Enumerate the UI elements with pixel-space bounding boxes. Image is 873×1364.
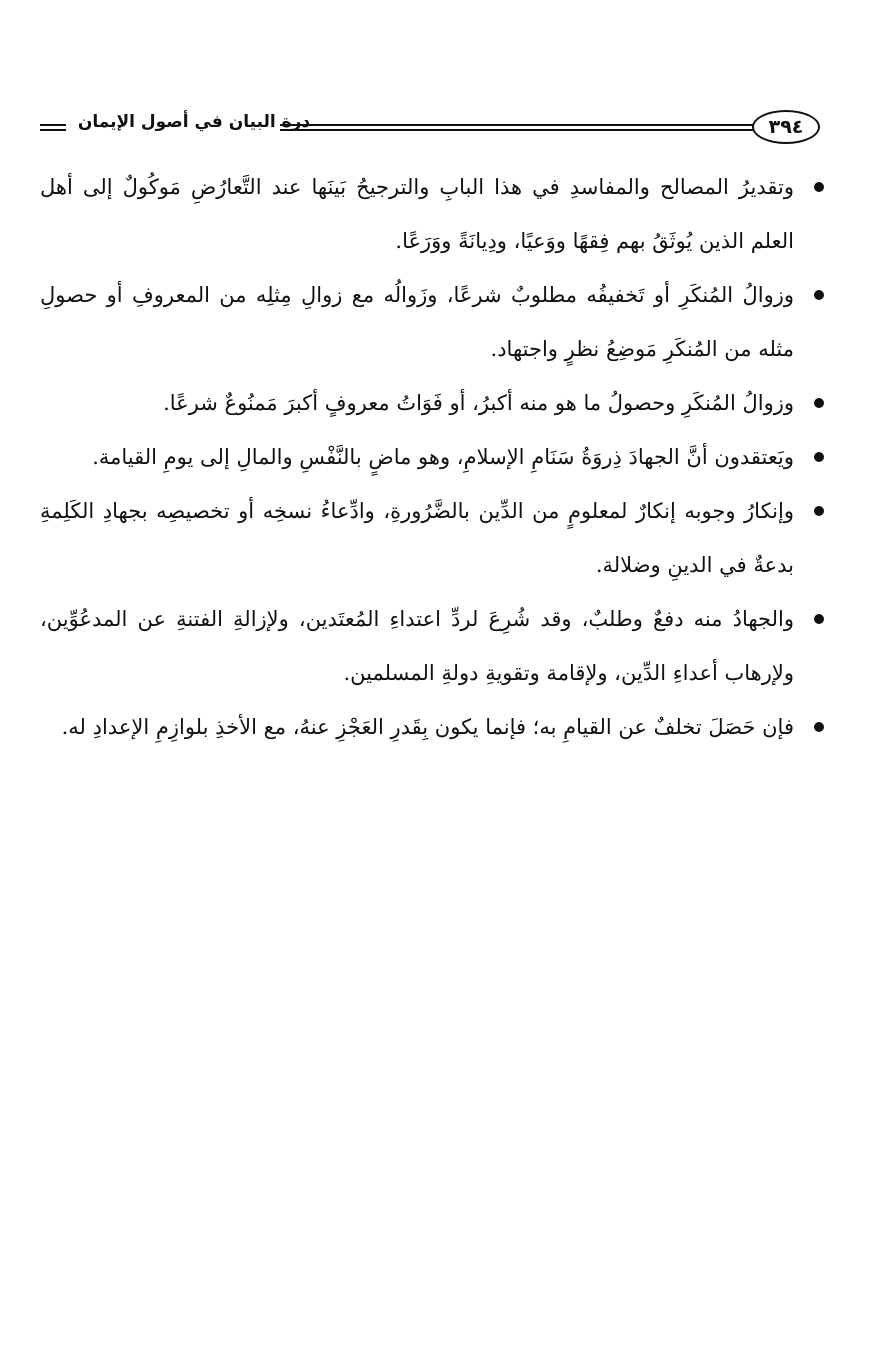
page-body	[40, 160, 828, 754]
bullet-text: وزوالُ المُنكَرِ وحصولُ ما هو منه أكبرُ، أو فَوَاتُ معروفٍ أكبرَ مَمنُوعٌ شرعًا.	[163, 391, 794, 415]
bullet-icon	[814, 290, 824, 300]
bullet-text: والجهادُ منه دفعٌ وطلبٌ، وقد شُرِعَ لردِّ اعتداءِ المُعتَدين، ولإزالةِ الفتنةِ عن المدعُوِّين، ولإرهاب أعداءِ الدِّين، ولإقامة وتقويةِ دولةِ المسلمين.	[40, 607, 794, 685]
page-number: ٣٩٤	[752, 110, 820, 144]
header-double-rule-short	[40, 124, 66, 131]
bullet-item-2	[40, 268, 828, 376]
bullet-item-5	[40, 484, 828, 592]
bullet-text: وإنكارُ وجوبه إنكارٌ لمعلومٍ من الدِّين بالضَّرُورةِ، وادِّعاءُ نسخِه أو تخصيصِه بجهادِ الكَلِمةِ بدعةٌ في الدينِ وضلالة.	[40, 499, 794, 577]
bullet-text: فإن حَصَلَ تخلفٌ عن القيامِ به؛ فإنما يكون بِقَدرِ العَجْزِ عنهُ، مع الأخذِ بلوازِمِ الإعدادِ له.	[61, 715, 794, 739]
running-title: درة البيان في أصول الإيمان	[77, 112, 311, 132]
bullet-item-3	[40, 376, 828, 430]
bullet-icon	[814, 452, 824, 462]
bullet-icon	[814, 182, 824, 192]
running-header	[40, 108, 820, 152]
bullet-text: ويَعتقدون أنَّ الجهادَ ذِروَةُ سَنَامِ الإسلامِ، وهو ماضٍ بالنَّفْسِ والمالِ إلى يومِ القيامة.	[92, 445, 794, 469]
bullet-item-4	[40, 430, 828, 484]
header-double-rule-long	[280, 124, 760, 131]
bullet-item-1	[40, 160, 828, 268]
bullet-text: وتقديرُ المصالح والمفاسدِ في هذا البابِ والترجيحُ بَينَها عند التَّعارُضِ مَوكُولٌ إلى أهل العلم الذين يُوثَقُ بهم فِقهًا ووَعيًا، ودِيانَةً ووَرَعًا.	[40, 175, 794, 253]
bullet-item-6	[40, 592, 828, 700]
bullet-item-7	[40, 700, 828, 754]
bullet-icon	[814, 722, 824, 732]
bullet-icon	[814, 506, 824, 516]
bullet-icon	[814, 614, 824, 624]
bullet-icon	[814, 398, 824, 408]
bullet-text: وزوالُ المُنكَرِ أو تَخفيفُه مطلوبٌ شرعًا، وزَوالُه مع زوالِ مِثلِه من المعروفِ أو حصولِ مثله من المُنكَرِ مَوضِعُ نظرٍ واجتهاد.	[40, 283, 794, 361]
